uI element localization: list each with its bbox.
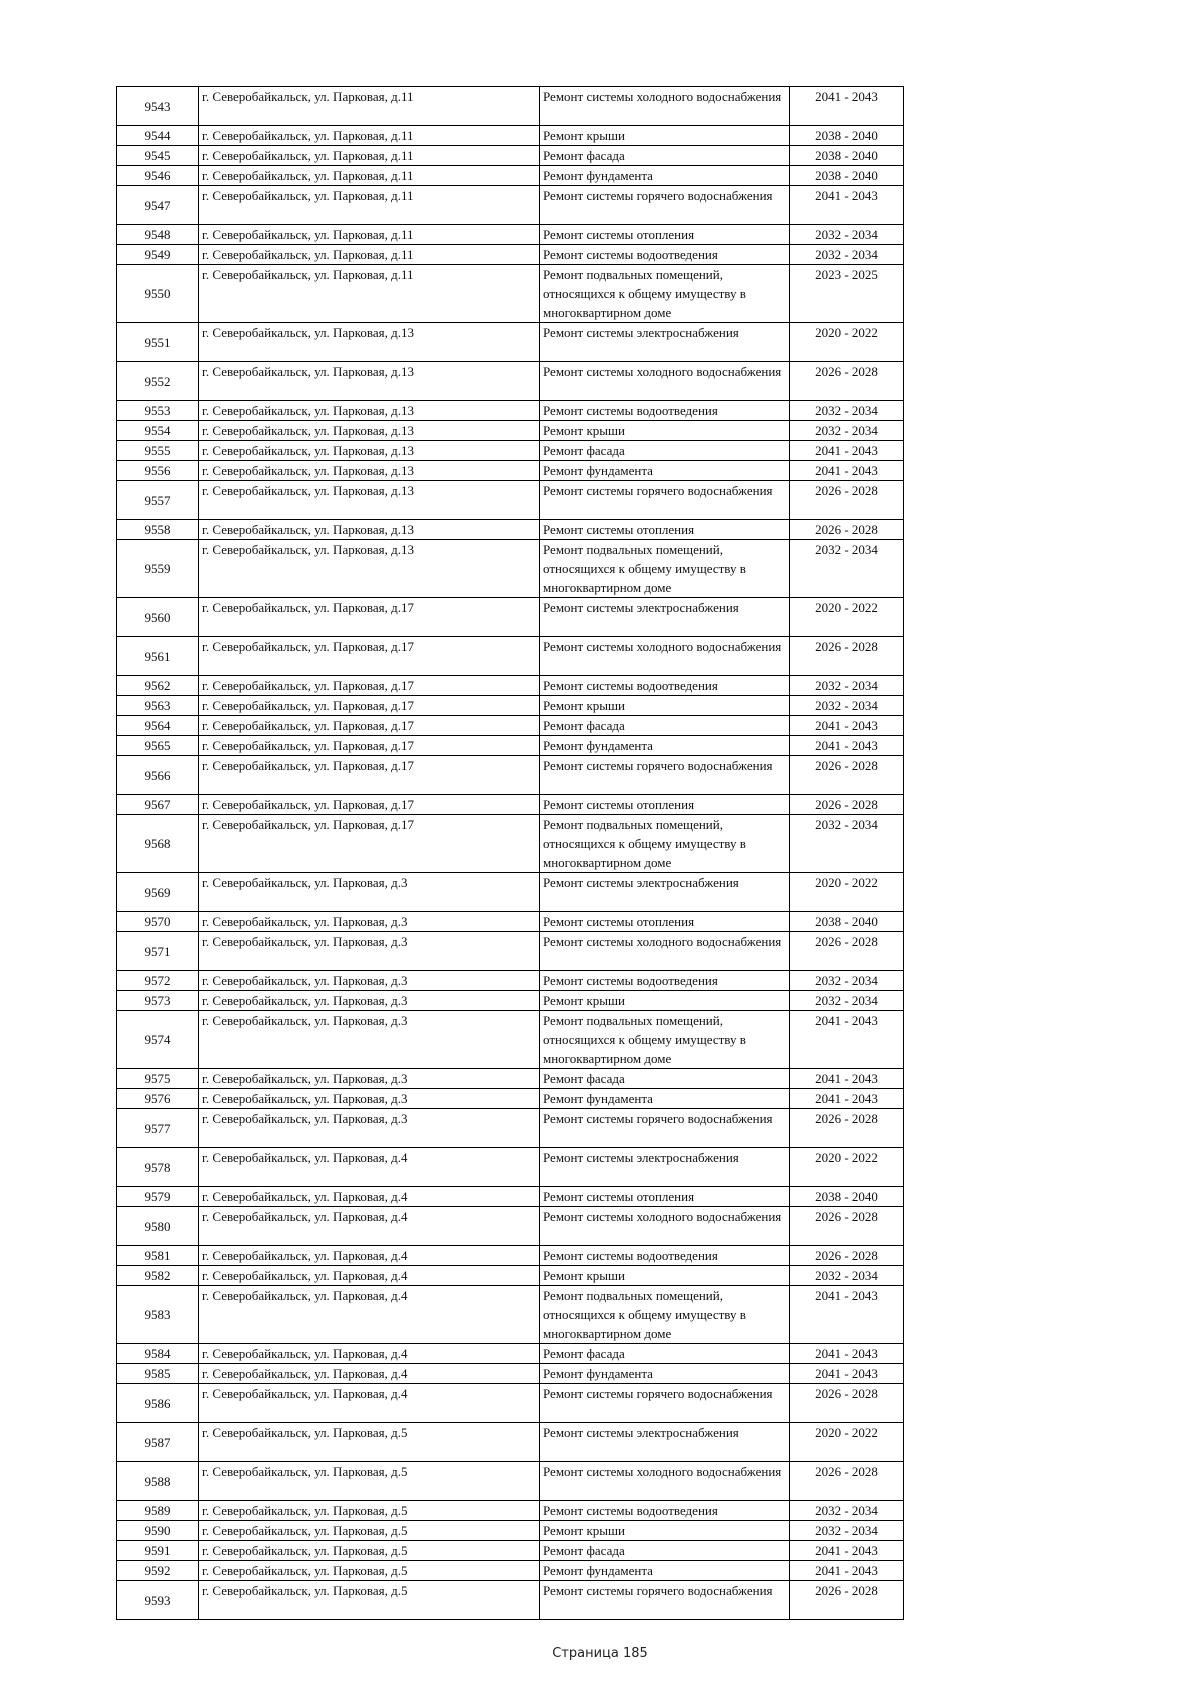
- page-number: Страница 185: [552, 1646, 648, 1661]
- table-row: [117, 146, 904, 166]
- row-number-cell: 9548: [117, 225, 199, 245]
- table-row: [117, 1501, 904, 1521]
- address-cell: г. Северобайкальск, ул. Парковая, д.11: [199, 126, 540, 146]
- repair-schedule-table: [116, 86, 904, 1620]
- period-cell: 2026 - 2028: [790, 362, 904, 401]
- row-number-cell: 9545: [117, 146, 199, 166]
- table-row: [117, 756, 904, 795]
- period-cell: 2026 - 2028: [790, 481, 904, 520]
- row-number-cell: 9580: [117, 1207, 199, 1246]
- table-row: [117, 1266, 904, 1286]
- period-cell: 2038 - 2040: [790, 912, 904, 932]
- address-cell: г. Северобайкальск, ул. Парковая, д.17: [199, 598, 540, 637]
- table-row: [117, 323, 904, 362]
- address-cell: г. Северобайкальск, ул. Парковая, д.13: [199, 421, 540, 441]
- work-type-cell: Ремонт системы водоотведения: [540, 245, 790, 265]
- table-row: [117, 1187, 904, 1207]
- address-cell: г. Северобайкальск, ул. Парковая, д.3: [199, 971, 540, 991]
- work-type-cell: Ремонт фундамента: [540, 1561, 790, 1581]
- table-row: [117, 815, 904, 873]
- row-number-cell: 9556: [117, 461, 199, 481]
- table-row: [117, 912, 904, 932]
- period-cell: 2041 - 2043: [790, 461, 904, 481]
- period-cell: 2041 - 2043: [790, 1561, 904, 1581]
- address-cell: г. Северобайкальск, ул. Парковая, д.17: [199, 696, 540, 716]
- address-cell: г. Северобайкальск, ул. Парковая, д.4: [199, 1364, 540, 1384]
- address-cell: г. Северобайкальск, ул. Парковая, д.17: [199, 637, 540, 676]
- row-number-cell: 9566: [117, 756, 199, 795]
- period-cell: 2026 - 2028: [790, 932, 904, 971]
- work-type-cell: Ремонт системы отопления: [540, 795, 790, 815]
- row-number-cell: 9585: [117, 1364, 199, 1384]
- table-row: [117, 126, 904, 146]
- period-cell: 2032 - 2034: [790, 815, 904, 873]
- table-row: [117, 1581, 904, 1620]
- period-cell: 2032 - 2034: [790, 676, 904, 696]
- work-type-cell: Ремонт фасада: [540, 441, 790, 461]
- work-type-cell: Ремонт системы горячего водоснабжения: [540, 186, 790, 225]
- work-type-cell: Ремонт системы горячего водоснабжения: [540, 1581, 790, 1620]
- table-row: [117, 1069, 904, 1089]
- address-cell: г. Северобайкальск, ул. Парковая, д.4: [199, 1266, 540, 1286]
- table-row: [117, 932, 904, 971]
- row-number-cell: 9570: [117, 912, 199, 932]
- row-number-cell: 9561: [117, 637, 199, 676]
- row-number-cell: 9549: [117, 245, 199, 265]
- table-row: [117, 265, 904, 323]
- work-type-cell: Ремонт системы горячего водоснабжения: [540, 481, 790, 520]
- period-cell: 2020 - 2022: [790, 873, 904, 912]
- row-number-cell: 9584: [117, 1344, 199, 1364]
- table-row: [117, 87, 904, 126]
- work-type-cell: Ремонт подвальных помещений, относящихся к общему имуществу в многоквартирном доме: [540, 540, 790, 598]
- table-body: [117, 87, 904, 1620]
- period-cell: 2026 - 2028: [790, 756, 904, 795]
- work-type-cell: Ремонт системы холодного водоснабжения: [540, 362, 790, 401]
- address-cell: г. Северобайкальск, ул. Парковая, д.13: [199, 520, 540, 540]
- period-cell: 2038 - 2040: [790, 166, 904, 186]
- address-cell: г. Северобайкальск, ул. Парковая, д.4: [199, 1384, 540, 1423]
- period-cell: 2041 - 2043: [790, 441, 904, 461]
- row-number-cell: 9553: [117, 401, 199, 421]
- work-type-cell: Ремонт системы водоотведения: [540, 1246, 790, 1266]
- period-cell: 2041 - 2043: [790, 1011, 904, 1069]
- address-cell: г. Северобайкальск, ул. Парковая, д.5: [199, 1521, 540, 1541]
- row-number-cell: 9588: [117, 1462, 199, 1501]
- period-cell: 2020 - 2022: [790, 598, 904, 637]
- period-cell: 2041 - 2043: [790, 1364, 904, 1384]
- table-row: [117, 598, 904, 637]
- work-type-cell: Ремонт фасада: [540, 716, 790, 736]
- address-cell: г. Северобайкальск, ул. Парковая, д.11: [199, 265, 540, 323]
- address-cell: г. Северобайкальск, ул. Парковая, д.17: [199, 676, 540, 696]
- table-row: [117, 991, 904, 1011]
- table-row: [117, 1521, 904, 1541]
- work-type-cell: Ремонт системы отопления: [540, 520, 790, 540]
- period-cell: 2020 - 2022: [790, 1423, 904, 1462]
- work-type-cell: Ремонт фасада: [540, 146, 790, 166]
- work-type-cell: Ремонт системы горячего водоснабжения: [540, 756, 790, 795]
- work-type-cell: Ремонт крыши: [540, 421, 790, 441]
- address-cell: г. Северобайкальск, ул. Парковая, д.5: [199, 1561, 540, 1581]
- work-type-cell: Ремонт фундамента: [540, 1089, 790, 1109]
- row-number-cell: 9543: [117, 87, 199, 126]
- row-number-cell: 9592: [117, 1561, 199, 1581]
- row-number-cell: 9546: [117, 166, 199, 186]
- row-number-cell: 9589: [117, 1501, 199, 1521]
- period-cell: 2026 - 2028: [790, 1109, 904, 1148]
- address-cell: г. Северобайкальск, ул. Парковая, д.5: [199, 1541, 540, 1561]
- row-number-cell: 9559: [117, 540, 199, 598]
- address-cell: г. Северобайкальск, ул. Парковая, д.11: [199, 245, 540, 265]
- address-cell: г. Северобайкальск, ул. Парковая, д.13: [199, 461, 540, 481]
- table-row: [117, 1011, 904, 1069]
- period-cell: 2032 - 2034: [790, 696, 904, 716]
- period-cell: 2026 - 2028: [790, 1581, 904, 1620]
- table-row: [117, 716, 904, 736]
- work-type-cell: Ремонт системы водоотведения: [540, 676, 790, 696]
- row-number-cell: 9586: [117, 1384, 199, 1423]
- row-number-cell: 9558: [117, 520, 199, 540]
- address-cell: г. Северобайкальск, ул. Парковая, д.3: [199, 912, 540, 932]
- work-type-cell: Ремонт подвальных помещений, относящихся к общему имуществу в многоквартирном доме: [540, 1011, 790, 1069]
- work-type-cell: Ремонт системы холодного водоснабжения: [540, 1462, 790, 1501]
- table-row: [117, 1561, 904, 1581]
- period-cell: 2032 - 2034: [790, 971, 904, 991]
- address-cell: г. Северобайкальск, ул. Парковая, д.11: [199, 87, 540, 126]
- row-number-cell: 9550: [117, 265, 199, 323]
- row-number-cell: 9587: [117, 1423, 199, 1462]
- period-cell: 2032 - 2034: [790, 991, 904, 1011]
- table-row: [117, 481, 904, 520]
- address-cell: г. Северобайкальск, ул. Парковая, д.4: [199, 1344, 540, 1364]
- table-row: [117, 421, 904, 441]
- work-type-cell: Ремонт фундамента: [540, 736, 790, 756]
- row-number-cell: 9557: [117, 481, 199, 520]
- work-type-cell: Ремонт фундамента: [540, 166, 790, 186]
- address-cell: г. Северобайкальск, ул. Парковая, д.17: [199, 716, 540, 736]
- period-cell: 2038 - 2040: [790, 146, 904, 166]
- period-cell: 2041 - 2043: [790, 186, 904, 225]
- row-number-cell: 9571: [117, 932, 199, 971]
- address-cell: г. Северобайкальск, ул. Парковая, д.13: [199, 323, 540, 362]
- row-number-cell: 9574: [117, 1011, 199, 1069]
- work-type-cell: Ремонт системы водоотведения: [540, 971, 790, 991]
- period-cell: 2032 - 2034: [790, 540, 904, 598]
- address-cell: г. Северобайкальск, ул. Парковая, д.17: [199, 756, 540, 795]
- period-cell: 2041 - 2043: [790, 1541, 904, 1561]
- period-cell: 2026 - 2028: [790, 637, 904, 676]
- row-number-cell: 9552: [117, 362, 199, 401]
- period-cell: 2026 - 2028: [790, 795, 904, 815]
- table-row: [117, 520, 904, 540]
- work-type-cell: Ремонт фасада: [540, 1344, 790, 1364]
- address-cell: г. Северобайкальск, ул. Парковая, д.3: [199, 1011, 540, 1069]
- table-row: [117, 1423, 904, 1462]
- address-cell: г. Северобайкальск, ул. Парковая, д.3: [199, 1109, 540, 1148]
- work-type-cell: Ремонт подвальных помещений, относящихся к общему имуществу в многоквартирном доме: [540, 1286, 790, 1344]
- row-number-cell: 9564: [117, 716, 199, 736]
- address-cell: г. Северобайкальск, ул. Парковая, д.13: [199, 481, 540, 520]
- work-type-cell: Ремонт подвальных помещений, относящихся к общему имуществу в многоквартирном доме: [540, 815, 790, 873]
- row-number-cell: 9575: [117, 1069, 199, 1089]
- row-number-cell: 9577: [117, 1109, 199, 1148]
- period-cell: 2020 - 2022: [790, 323, 904, 362]
- address-cell: г. Северобайкальск, ул. Парковая, д.3: [199, 932, 540, 971]
- address-cell: г. Северобайкальск, ул. Парковая, д.3: [199, 1069, 540, 1089]
- table-row: [117, 1462, 904, 1501]
- row-number-cell: 9567: [117, 795, 199, 815]
- row-number-cell: 9547: [117, 186, 199, 225]
- period-cell: 2038 - 2040: [790, 126, 904, 146]
- period-cell: 2041 - 2043: [790, 716, 904, 736]
- row-number-cell: 9591: [117, 1541, 199, 1561]
- address-cell: г. Северобайкальск, ул. Парковая, д.11: [199, 146, 540, 166]
- work-type-cell: Ремонт фундамента: [540, 1364, 790, 1384]
- period-cell: 2026 - 2028: [790, 1384, 904, 1423]
- period-cell: 2041 - 2043: [790, 1344, 904, 1364]
- period-cell: 2041 - 2043: [790, 87, 904, 126]
- row-number-cell: 9578: [117, 1148, 199, 1187]
- address-cell: г. Северобайкальск, ул. Парковая, д.5: [199, 1462, 540, 1501]
- work-type-cell: Ремонт системы электроснабжения: [540, 1423, 790, 1462]
- row-number-cell: 9573: [117, 991, 199, 1011]
- work-type-cell: Ремонт крыши: [540, 1266, 790, 1286]
- address-cell: г. Северобайкальск, ул. Парковая, д.4: [199, 1286, 540, 1344]
- address-cell: г. Северобайкальск, ул. Парковая, д.4: [199, 1187, 540, 1207]
- row-number-cell: 9590: [117, 1521, 199, 1541]
- row-number-cell: 9581: [117, 1246, 199, 1266]
- table-row: [117, 1207, 904, 1246]
- table-row: [117, 362, 904, 401]
- table-row: [117, 540, 904, 598]
- address-cell: г. Северобайкальск, ул. Парковая, д.13: [199, 362, 540, 401]
- row-number-cell: 9568: [117, 815, 199, 873]
- period-cell: 2041 - 2043: [790, 736, 904, 756]
- period-cell: 2026 - 2028: [790, 1246, 904, 1266]
- table-row: [117, 1384, 904, 1423]
- table-row: [117, 225, 904, 245]
- period-cell: 2026 - 2028: [790, 520, 904, 540]
- period-cell: 2032 - 2034: [790, 401, 904, 421]
- table-row: [117, 441, 904, 461]
- address-cell: г. Северобайкальск, ул. Парковая, д.5: [199, 1581, 540, 1620]
- work-type-cell: Ремонт системы холодного водоснабжения: [540, 87, 790, 126]
- address-cell: г. Северобайкальск, ул. Парковая, д.17: [199, 736, 540, 756]
- period-cell: 2032 - 2034: [790, 1266, 904, 1286]
- period-cell: 2032 - 2034: [790, 225, 904, 245]
- row-number-cell: 9560: [117, 598, 199, 637]
- row-number-cell: 9572: [117, 971, 199, 991]
- address-cell: г. Северобайкальск, ул. Парковая, д.4: [199, 1148, 540, 1187]
- period-cell: 2038 - 2040: [790, 1187, 904, 1207]
- work-type-cell: Ремонт крыши: [540, 991, 790, 1011]
- work-type-cell: Ремонт крыши: [540, 126, 790, 146]
- period-cell: 2026 - 2028: [790, 1462, 904, 1501]
- row-number-cell: 9544: [117, 126, 199, 146]
- address-cell: г. Северобайкальск, ул. Парковая, д.11: [199, 166, 540, 186]
- period-cell: 2032 - 2034: [790, 421, 904, 441]
- row-number-cell: 9563: [117, 696, 199, 716]
- table-row: [117, 1344, 904, 1364]
- work-type-cell: Ремонт фасада: [540, 1541, 790, 1561]
- row-number-cell: 9582: [117, 1266, 199, 1286]
- table-row: [117, 795, 904, 815]
- work-type-cell: Ремонт системы отопления: [540, 912, 790, 932]
- address-cell: г. Северобайкальск, ул. Парковая, д.17: [199, 815, 540, 873]
- table-row: [117, 245, 904, 265]
- address-cell: г. Северобайкальск, ул. Парковая, д.4: [199, 1207, 540, 1246]
- row-number-cell: 9583: [117, 1286, 199, 1344]
- row-number-cell: 9554: [117, 421, 199, 441]
- table-row: [117, 637, 904, 676]
- work-type-cell: Ремонт системы отопления: [540, 225, 790, 245]
- address-cell: г. Северобайкальск, ул. Парковая, д.4: [199, 1246, 540, 1266]
- row-number-cell: 9579: [117, 1187, 199, 1207]
- period-cell: 2041 - 2043: [790, 1286, 904, 1344]
- address-cell: г. Северобайкальск, ул. Парковая, д.5: [199, 1501, 540, 1521]
- work-type-cell: Ремонт системы электроснабжения: [540, 323, 790, 362]
- period-cell: 2032 - 2034: [790, 245, 904, 265]
- period-cell: 2020 - 2022: [790, 1148, 904, 1187]
- work-type-cell: Ремонт фасада: [540, 1069, 790, 1089]
- table-row: [117, 676, 904, 696]
- work-type-cell: Ремонт системы водоотведения: [540, 401, 790, 421]
- address-cell: г. Северобайкальск, ул. Парковая, д.3: [199, 1089, 540, 1109]
- address-cell: г. Северобайкальск, ул. Парковая, д.17: [199, 795, 540, 815]
- work-type-cell: Ремонт подвальных помещений, относящихся к общему имуществу в многоквартирном доме: [540, 265, 790, 323]
- row-number-cell: 9576: [117, 1089, 199, 1109]
- table-row: [117, 401, 904, 421]
- address-cell: г. Северобайкальск, ул. Парковая, д.13: [199, 401, 540, 421]
- row-number-cell: 9565: [117, 736, 199, 756]
- table-row: [117, 1109, 904, 1148]
- table-row: [117, 873, 904, 912]
- address-cell: г. Северобайкальск, ул. Парковая, д.11: [199, 186, 540, 225]
- table-row: [117, 166, 904, 186]
- row-number-cell: 9569: [117, 873, 199, 912]
- table-row: [117, 186, 904, 225]
- work-type-cell: Ремонт системы электроснабжения: [540, 1148, 790, 1187]
- table-row: [117, 1089, 904, 1109]
- period-cell: 2032 - 2034: [790, 1501, 904, 1521]
- period-cell: 2041 - 2043: [790, 1069, 904, 1089]
- table-row: [117, 1246, 904, 1266]
- table-row: [117, 736, 904, 756]
- work-type-cell: Ремонт фундамента: [540, 461, 790, 481]
- table-row: [117, 1286, 904, 1344]
- address-cell: г. Северобайкальск, ул. Парковая, д.3: [199, 873, 540, 912]
- period-cell: 2041 - 2043: [790, 1089, 904, 1109]
- work-type-cell: Ремонт системы холодного водоснабжения: [540, 932, 790, 971]
- work-type-cell: Ремонт системы горячего водоснабжения: [540, 1109, 790, 1148]
- work-type-cell: Ремонт системы отопления: [540, 1187, 790, 1207]
- table-row: [117, 1148, 904, 1187]
- period-cell: 2026 - 2028: [790, 1207, 904, 1246]
- work-type-cell: Ремонт системы холодного водоснабжения: [540, 1207, 790, 1246]
- work-type-cell: Ремонт крыши: [540, 1521, 790, 1541]
- table-row: [117, 1364, 904, 1384]
- work-type-cell: Ремонт системы электроснабжения: [540, 598, 790, 637]
- period-cell: 2032 - 2034: [790, 1521, 904, 1541]
- table-row: [117, 461, 904, 481]
- address-cell: г. Северобайкальск, ул. Парковая, д.5: [199, 1423, 540, 1462]
- period-cell: 2023 - 2025: [790, 265, 904, 323]
- work-type-cell: Ремонт системы электроснабжения: [540, 873, 790, 912]
- table-row: [117, 971, 904, 991]
- row-number-cell: 9562: [117, 676, 199, 696]
- work-type-cell: Ремонт системы водоотведения: [540, 1501, 790, 1521]
- row-number-cell: 9551: [117, 323, 199, 362]
- address-cell: г. Северобайкальск, ул. Парковая, д.13: [199, 540, 540, 598]
- row-number-cell: 9593: [117, 1581, 199, 1620]
- table-row: [117, 1541, 904, 1561]
- row-number-cell: 9555: [117, 441, 199, 461]
- address-cell: г. Северобайкальск, ул. Парковая, д.11: [199, 225, 540, 245]
- table-row: [117, 696, 904, 716]
- work-type-cell: Ремонт крыши: [540, 696, 790, 716]
- address-cell: г. Северобайкальск, ул. Парковая, д.13: [199, 441, 540, 461]
- work-type-cell: Ремонт системы холодного водоснабжения: [540, 637, 790, 676]
- address-cell: г. Северобайкальск, ул. Парковая, д.3: [199, 991, 540, 1011]
- work-type-cell: Ремонт системы горячего водоснабжения: [540, 1384, 790, 1423]
